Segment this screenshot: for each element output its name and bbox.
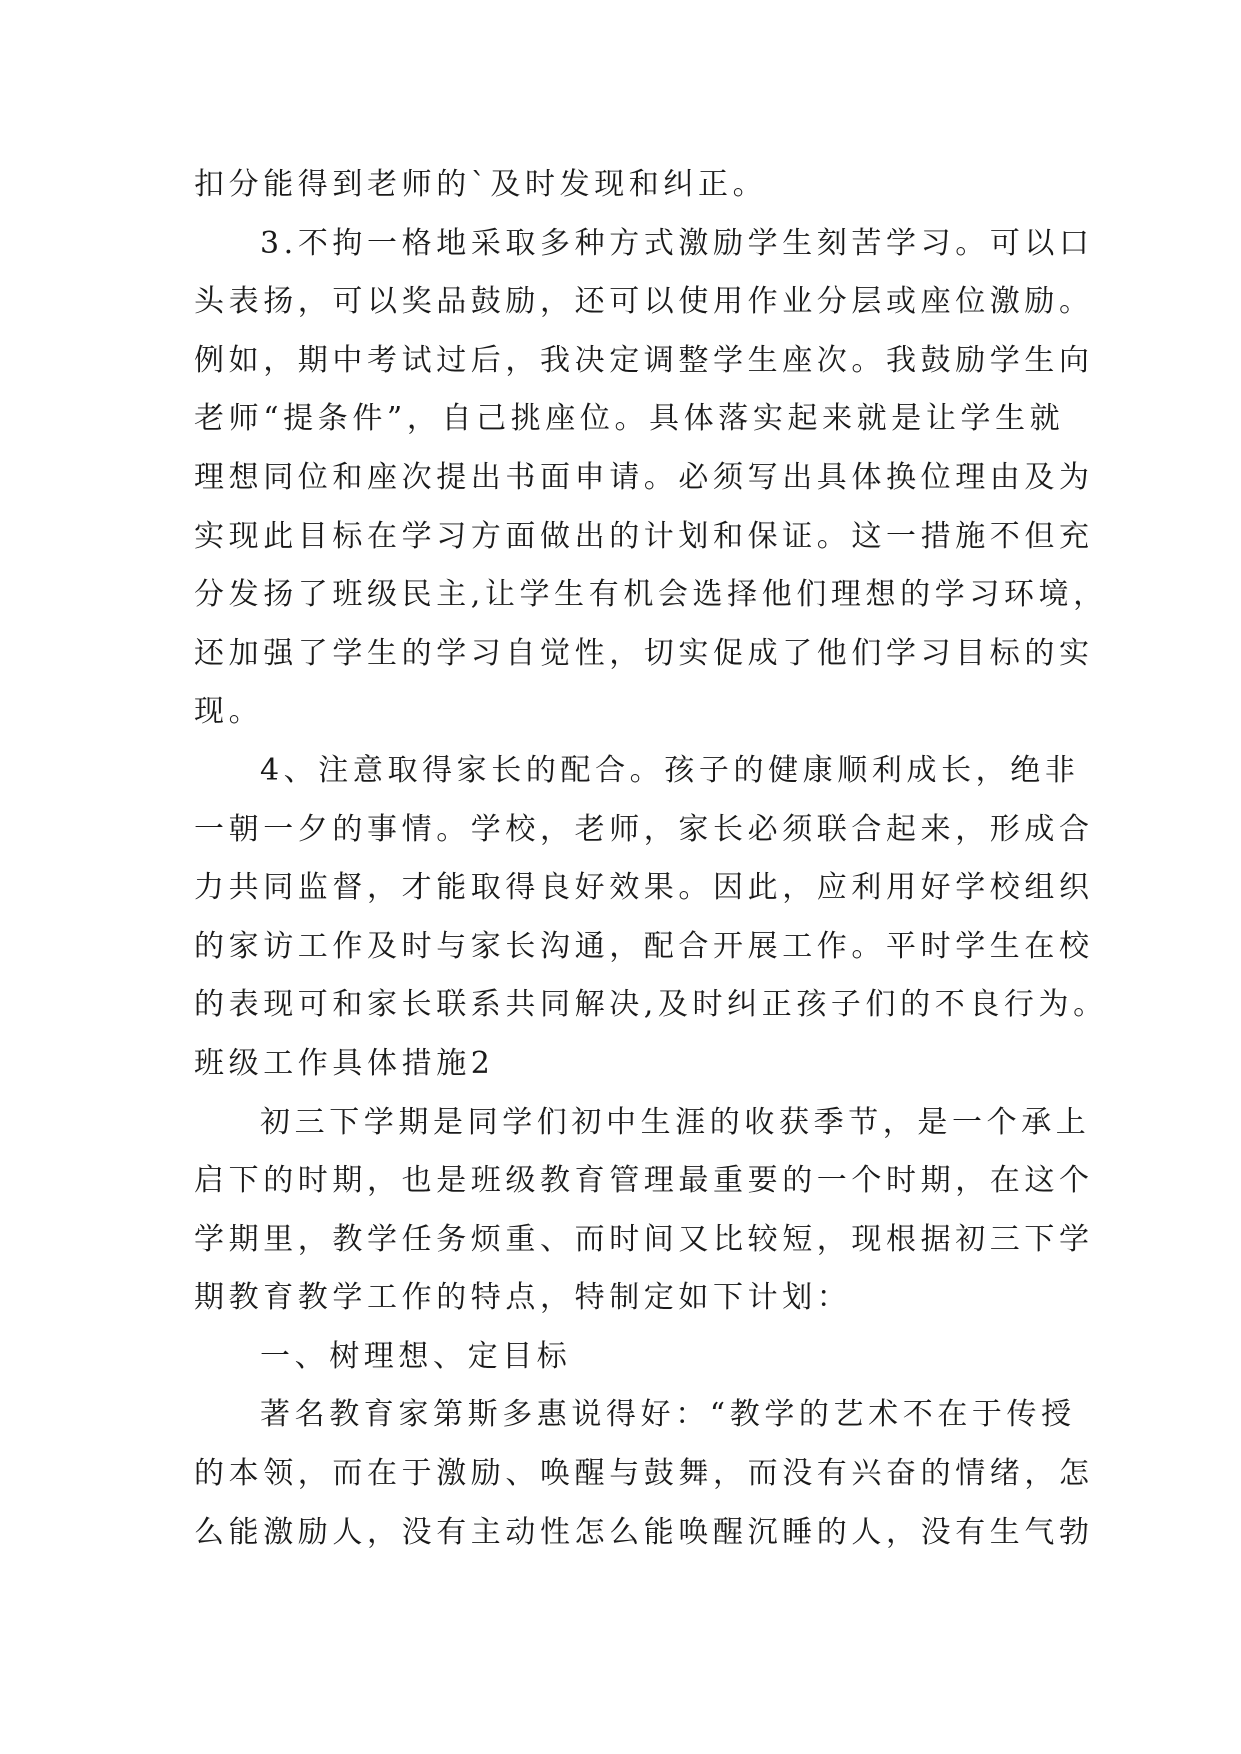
text-line: 的表现可和家长联系共同解决,及时纠正孩子们的不良行为。: [194, 987, 1108, 1023]
text-line: 分发扬了班级民主,让学生有机会选择他们理想的学习环境，: [194, 577, 1108, 613]
text-line: 的家访工作及时与家长沟通，配合开展工作。平时学生在校: [194, 928, 1094, 964]
text-line: 老师“提条件”，自己挑座位。具体落实起来就是让学生就: [194, 401, 1065, 437]
text-line: 扣分能得到老师的`及时发现和纠正。: [194, 167, 768, 202]
body-text: [194, 156, 1108, 1562]
text-line: 实现此目标在学习方面做出的计划和保证。这一措施不但充: [194, 518, 1094, 554]
text-line: 还加强了学生的学习自觉性，切实促成了他们学习目标的实: [194, 635, 1094, 671]
text-line: 例如，期中考试过后，我决定调整学生座次。我鼓励学生向: [194, 342, 1094, 378]
text-line: 初三下学期是同学们初中生涯的收获季节，是一个承上: [260, 1104, 1091, 1140]
text-line: 的本领，而在于激励、唤醒与鼓舞，而没有兴奋的情绪，怎: [194, 1456, 1094, 1492]
text-line: 力共同监督，才能取得良好效果。因此，应利用好学校组织: [194, 870, 1094, 906]
text-line: 班级工作具体措施2: [194, 1045, 495, 1081]
text-line: 一、树理想、定目标: [260, 1338, 572, 1374]
text-line: 么能激励人，没有主动性怎么能唤醒沉睡的人，没有生气勃: [194, 1514, 1094, 1550]
text-line: 理想同位和座次提出书面申请。必须写出具体换位理由及为: [194, 459, 1094, 495]
text-line: 现。: [194, 694, 264, 730]
text-line: 启下的时期，也是班级教育管理最重要的一个时期，在这个: [194, 1163, 1094, 1199]
text-line: 头表扬，可以奖品鼓励，还可以使用作业分层或座位激励。: [194, 284, 1094, 320]
text-line: 一朝一夕的事情。学校，老师，家长必须联合起来，形成合: [194, 811, 1094, 847]
text-line: 3.不拘一格地采取多种方式激励学生刻苦学习。可以口: [260, 225, 1094, 261]
text-line: 学期里，教学任务烦重、而时间又比较短，现根据初三下学: [194, 1221, 1094, 1257]
text-line: 期教育教学工作的特点，特制定如下计划：: [194, 1280, 852, 1316]
text-line: 4、注意取得家长的配合。孩子的健康顺利成长，绝非: [260, 752, 1080, 788]
text-line: 著名教育家第斯多惠说得好：“教学的艺术不在于传授: [260, 1397, 1076, 1433]
